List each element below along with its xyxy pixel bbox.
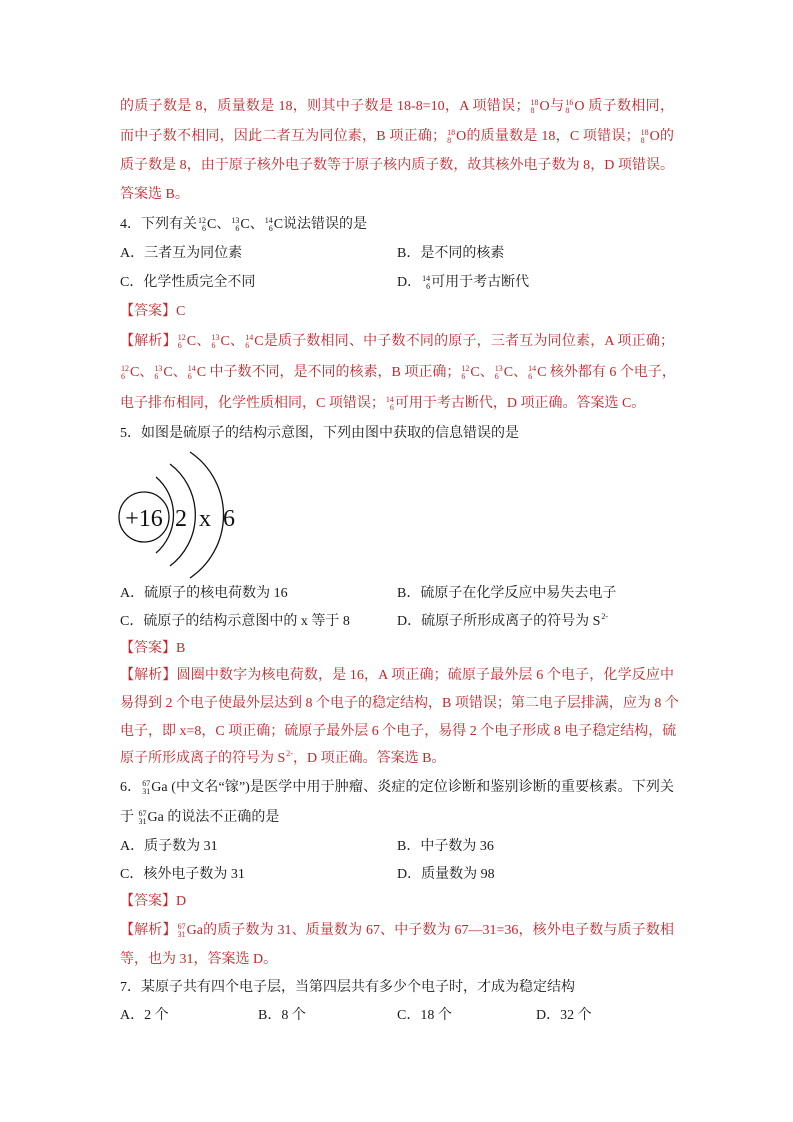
mass-number: 67 xyxy=(138,809,147,818)
atomic-number: 6 xyxy=(528,372,533,381)
nuclide-numbers xyxy=(198,217,206,233)
text-run: C．化学性质完全不同 xyxy=(120,275,256,290)
element-symbol: Ga xyxy=(186,923,203,938)
text-run: 【答案】D xyxy=(120,894,187,909)
nuclide-symbol xyxy=(527,365,546,380)
text-run: 【答案】B xyxy=(120,641,186,656)
element-symbol: C xyxy=(537,365,547,380)
nuclide-symbol xyxy=(421,275,431,290)
text-run: 的质子数为 31、质量数为 67、中子数为 67—31=36，核外电子数与质子数相 xyxy=(202,923,674,938)
nuclide-numbers xyxy=(528,365,536,381)
atomic-number: 6 xyxy=(389,403,394,412)
text-run: 6． xyxy=(120,780,142,795)
ion-symbol xyxy=(278,751,293,766)
ion-charge: 2- xyxy=(601,612,609,621)
text-run: 电子，即 x=8，C 项正确；硫原子最外层 6 个电子，易得 2 个电子形成 8 电子稳定结构，硫 xyxy=(120,724,677,739)
text-run: ，D 项正确。答案选 B。 xyxy=(292,751,446,766)
text-run: 电子排布相同，化学性质相同，C 项错误； xyxy=(120,396,385,411)
element-symbol: Ga xyxy=(147,810,164,825)
q4-analysis-line-3 xyxy=(120,390,645,418)
text-run: 易得到 2 个电子使最外层达到 8 个电子的稳定结构，B 项错误；第二电子层排满，应为 8 个 xyxy=(120,696,679,711)
atomic-number: 8 xyxy=(640,136,645,145)
text-run: 中子数不同，是不同的核素，B 项正确； xyxy=(206,365,461,380)
nuclide-symbol xyxy=(153,365,172,380)
atomic-number: 6 xyxy=(121,372,125,381)
q5-option-b xyxy=(397,580,616,608)
text-run: 于 xyxy=(120,810,138,825)
text-run: 等，也为 31，答案选 D。 xyxy=(120,952,278,967)
element-symbol: O xyxy=(456,129,467,144)
q4-analysis-line-1 xyxy=(120,328,674,356)
nuclide-numbers xyxy=(641,129,649,145)
mass-number: 14 xyxy=(187,364,196,373)
nuclide-symbol xyxy=(385,396,395,411)
atomic-number: 31 xyxy=(142,787,151,796)
text-run: 是质子数相同、中子数不同的原子，三者互为同位素，A 项正确； xyxy=(263,334,675,349)
text-run: 4．下列有关 xyxy=(120,217,197,232)
q4-stem xyxy=(120,211,367,239)
q3-analysis-line-1 xyxy=(120,93,674,121)
element-symbol: C xyxy=(470,365,480,380)
shell-electron-count-2: x xyxy=(199,506,211,532)
nuclide-symbol xyxy=(640,129,660,144)
nuclide-symbol xyxy=(177,334,196,349)
q6-option-b xyxy=(397,833,494,861)
q5-analysis-line-1 xyxy=(120,662,674,690)
text-run: A．2 个 xyxy=(120,1008,169,1023)
q4-option-a xyxy=(120,240,242,268)
atomic-number: 6 xyxy=(268,224,273,233)
element-symbol: C xyxy=(130,365,140,380)
nuclide-numbers xyxy=(212,334,220,350)
nuclide-numbers xyxy=(245,334,253,350)
nuclide-numbers xyxy=(139,810,147,826)
mass-number: 13 xyxy=(211,333,220,342)
text-run: B．是不同的核素 xyxy=(397,246,505,261)
q5-option-c xyxy=(120,608,350,636)
mass-number: 13 xyxy=(154,364,163,373)
nuclide-numbers xyxy=(265,217,273,233)
atomic-number: 6 xyxy=(177,341,182,350)
element-symbol: C xyxy=(186,334,197,349)
text-run: B．8 个 xyxy=(258,1008,306,1023)
q5-analysis-line-2 xyxy=(120,690,679,718)
text-run: 质子数相同， xyxy=(584,99,674,114)
mass-number: 14 xyxy=(264,216,273,225)
element-symbol: Ga xyxy=(151,780,168,795)
element-symbol: C xyxy=(220,334,230,349)
nuclide-numbers xyxy=(531,99,539,115)
q5-analysis-line-4 xyxy=(120,745,445,773)
text-run: D．32 个 xyxy=(536,1008,592,1023)
mass-number: 67 xyxy=(177,922,186,931)
atomic-number: 31 xyxy=(177,930,186,939)
mass-number: 16 xyxy=(565,98,574,107)
q6-analysis-line-1 xyxy=(120,917,674,945)
text-run: 、 xyxy=(513,365,528,380)
text-run: 、 xyxy=(479,365,494,380)
q7-option-d xyxy=(536,1002,592,1030)
mass-number: 18 xyxy=(640,128,649,137)
text-run: 、 xyxy=(216,217,231,232)
nuclide-symbol xyxy=(446,129,466,144)
sulfur-atom-structure-diagram xyxy=(100,440,260,590)
atomic-number: 6 xyxy=(187,372,192,381)
nuclide-numbers xyxy=(231,217,239,233)
text-run: A．三者互为同位素 xyxy=(120,246,243,261)
text-run: A．质子数为 31 xyxy=(120,839,218,854)
text-run: 可用于考古断代 xyxy=(431,275,530,290)
ion-charge: 2- xyxy=(286,749,293,758)
element-symbol: O xyxy=(539,99,550,114)
q6-option-c xyxy=(120,861,245,889)
text-run: D．硫原子所形成离子的符号为 xyxy=(397,614,593,629)
text-run: (中文名“镓”)是医学中用于肿瘤、炎症的定位诊断和鉴别诊断的重要核素。下列关 xyxy=(167,780,675,795)
nuclide-symbol xyxy=(197,217,216,232)
atomic-number: 6 xyxy=(202,224,206,233)
atomic-number: 6 xyxy=(494,372,499,381)
q3-analysis-line-3 xyxy=(120,152,674,180)
mass-number: 13 xyxy=(231,216,240,225)
q6-analysis-line-2 xyxy=(120,946,277,974)
ion-symbol xyxy=(593,614,608,629)
text-run: 而中子数不相同，因此二者互为同位素，B 项正确； xyxy=(120,129,447,144)
nuclide-symbol xyxy=(530,99,550,114)
nuclide-numbers xyxy=(565,99,573,115)
q7-option-b xyxy=(258,1002,306,1030)
nuclide-numbers xyxy=(495,365,503,381)
q4-answer xyxy=(120,298,185,326)
ion-element: S xyxy=(277,751,286,766)
text-run: 【答案】C xyxy=(120,304,186,319)
element-symbol: C xyxy=(273,217,284,232)
mass-number: 14 xyxy=(422,274,431,283)
element-symbol: C xyxy=(163,365,173,380)
q6-stem-line-1 xyxy=(120,774,674,802)
mass-number: 18 xyxy=(530,98,539,107)
q4-analysis-line-2 xyxy=(120,359,674,387)
text-run: B．中子数为 36 xyxy=(397,839,494,854)
text-run: 、 xyxy=(229,334,245,349)
q6-stem-line-2 xyxy=(120,804,279,832)
text-run: 5．如图是硫原子的结构示意图，下列由图中获取的信息错误的是 xyxy=(120,426,519,441)
element-symbol: C xyxy=(207,217,217,232)
q5-analysis-line-3 xyxy=(120,718,677,746)
atomic-number: 6 xyxy=(235,224,240,233)
text-run: B．硫原子在化学反应中易失去电子 xyxy=(397,586,617,601)
q6-option-d xyxy=(397,861,495,889)
element-symbol: O xyxy=(649,129,660,144)
mass-number: 18 xyxy=(447,128,456,137)
nuclide-numbers xyxy=(447,129,455,145)
mass-number: 14 xyxy=(385,395,394,404)
q4-option-d xyxy=(397,269,529,297)
nuclide-symbol xyxy=(138,810,164,825)
nuclide-numbers xyxy=(386,396,394,412)
mass-number: 14 xyxy=(245,333,254,342)
text-run: 说法错误的是 xyxy=(283,217,368,232)
element-symbol: C xyxy=(503,365,514,380)
nuclide-numbers xyxy=(461,365,469,381)
text-run: 的质子数是 8，质量数是 18，则其中子数是 18-8=10，A 项错误； xyxy=(120,99,530,114)
text-run: 核外都有 6 个电子， xyxy=(546,365,676,380)
ion-element: S xyxy=(592,614,601,629)
text-run: D． xyxy=(397,275,422,290)
nuclide-symbol xyxy=(244,334,263,349)
text-run: 的 xyxy=(659,129,675,144)
atomic-number: 8 xyxy=(565,106,570,115)
text-run: 【解析】圆圈中数字为核电荷数，是 16，A 项正确；硫原子最外层 6 个电子，化学反应中 xyxy=(120,668,674,683)
q4-option-b xyxy=(397,240,504,268)
mass-number: 12 xyxy=(198,216,206,225)
atomic-number: 8 xyxy=(530,106,535,115)
q5-answer xyxy=(120,635,185,663)
q5-option-d xyxy=(397,608,608,636)
mass-number: 12 xyxy=(461,364,470,373)
text-run: 的质量数是 18，C 项错误； xyxy=(466,129,640,144)
mass-number: 12 xyxy=(177,333,186,342)
text-run: 【解析】 xyxy=(120,923,177,938)
nuclide-symbol xyxy=(264,217,283,232)
q6-answer xyxy=(120,888,186,916)
text-run: 、 xyxy=(172,365,187,380)
q3-analysis-line-4 xyxy=(120,181,189,209)
nuclide-numbers xyxy=(188,365,196,381)
nuclide-symbol xyxy=(230,217,249,232)
text-run: 的说法不正确的是 xyxy=(163,810,280,825)
text-run: D．质量数为 98 xyxy=(397,867,495,882)
mass-number: 12 xyxy=(121,364,129,373)
atomic-number: 6 xyxy=(154,372,159,381)
nuclide-numbers xyxy=(142,780,150,796)
q6-option-a xyxy=(120,833,218,861)
q7-stem xyxy=(120,974,575,1002)
text-run: 、 xyxy=(249,217,264,232)
q7-option-c xyxy=(397,1002,452,1030)
shell-electron-count-3: 6 xyxy=(223,506,235,532)
text-run: 与 xyxy=(549,99,565,114)
nuclide-symbol xyxy=(177,923,203,938)
text-run: 7．某原子共有四个电子层，当第四层共有多少个电子时，才成为稳定结构 xyxy=(120,980,575,995)
q3-analysis-line-2 xyxy=(120,123,674,151)
nuclide-numbers xyxy=(121,365,129,381)
atomic-number: 6 xyxy=(426,282,431,291)
nuclide-numbers xyxy=(178,334,186,350)
atomic-number: 6 xyxy=(461,372,466,381)
nuclide-symbol xyxy=(564,99,584,114)
nuclide-symbol xyxy=(187,365,206,380)
nuclide-symbol xyxy=(460,365,479,380)
q4-option-c xyxy=(120,269,255,297)
text-run: 【解析】 xyxy=(120,334,177,349)
atomic-number: 6 xyxy=(211,341,216,350)
text-run: 质子数是 8，由于原子核外电子数等于原子核内质子数，故其核外电子数为 8，D 项错误。 xyxy=(120,158,674,173)
mass-number: 13 xyxy=(494,364,503,373)
mass-number: 14 xyxy=(528,364,537,373)
text-run: C．18 个 xyxy=(397,1008,452,1023)
nuclide-numbers xyxy=(422,275,430,291)
nucleus-charge: +16 xyxy=(125,506,163,532)
atomic-number: 8 xyxy=(447,136,452,145)
nuclide-symbol xyxy=(494,365,513,380)
text-run: C．硫原子的结构示意图中的 x 等于 8 xyxy=(120,614,350,629)
element-symbol: C xyxy=(254,334,264,349)
nuclide-symbol xyxy=(120,365,139,380)
nuclide-symbol xyxy=(141,780,167,795)
element-symbol: O xyxy=(574,99,585,114)
nuclide-numbers xyxy=(178,923,186,939)
text-run: 、 xyxy=(196,334,211,349)
text-run: 答案选 B。 xyxy=(120,187,189,202)
text-run: A．硫原子的核电荷数为 16 xyxy=(120,586,288,601)
nuclide-symbol xyxy=(211,334,230,349)
nuclide-numbers xyxy=(154,365,162,381)
q5-option-a xyxy=(120,580,288,608)
atomic-number: 6 xyxy=(245,341,250,350)
atomic-number: 31 xyxy=(138,817,147,826)
text-run: 原子所形成离子的符号为 xyxy=(120,751,278,766)
shell-electron-count-1: 2 xyxy=(175,506,187,532)
mass-number: 67 xyxy=(142,779,151,788)
element-symbol: C xyxy=(196,365,207,380)
text-run: 、 xyxy=(139,365,154,380)
text-run: C．核外电子数为 31 xyxy=(120,867,245,882)
text-run: 可用于考古断代，D 项正确。答案选 C。 xyxy=(394,396,646,411)
q7-option-a xyxy=(120,1002,169,1030)
element-symbol: C xyxy=(240,217,250,232)
